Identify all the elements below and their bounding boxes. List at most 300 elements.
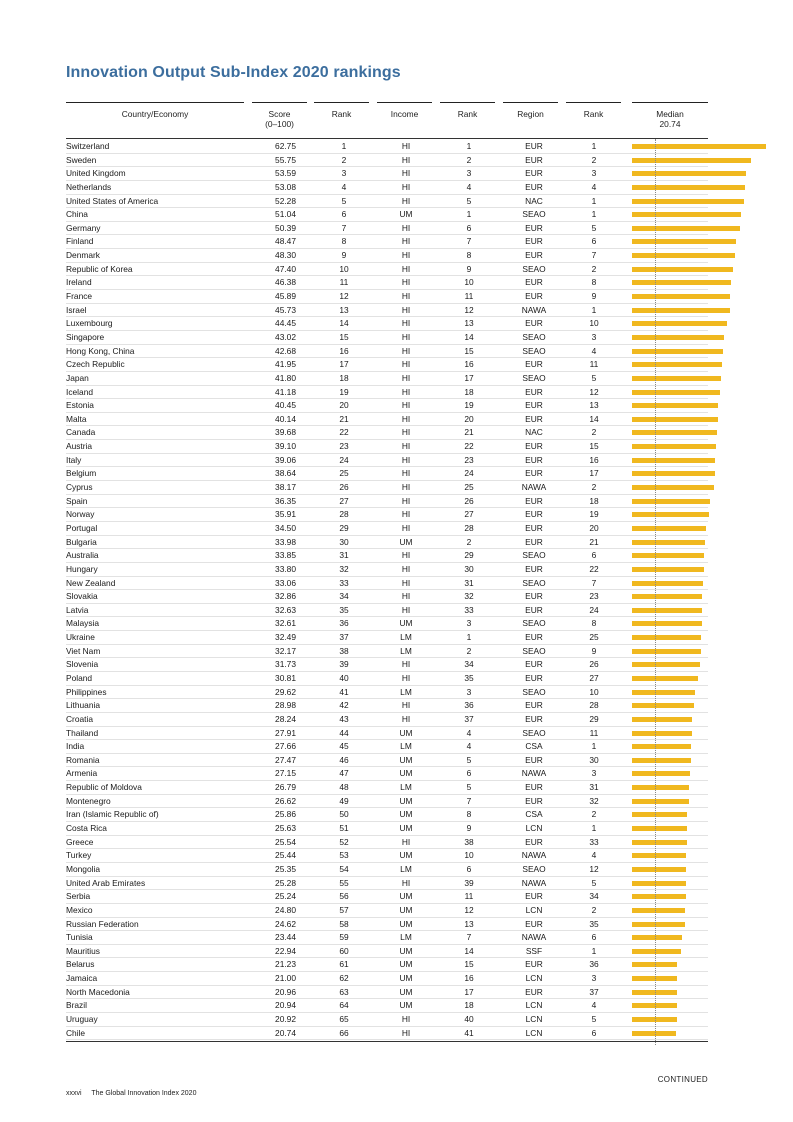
score-bar (632, 471, 715, 476)
cell-income-rank: 36 (464, 700, 474, 711)
cell-income-rank: 30 (464, 563, 474, 574)
cell-rank: 53 (339, 850, 349, 861)
cell-country: Hungary (66, 563, 98, 574)
score-bar (632, 239, 736, 244)
cell-income: LM (400, 632, 412, 643)
cell-rank: 16 (339, 345, 349, 356)
cell-country: Brazil (66, 1000, 87, 1011)
table-row (66, 454, 708, 468)
cell-region: SEAO (522, 331, 546, 342)
cell-region: EUR (525, 672, 543, 683)
cell-income-rank: 19 (464, 400, 474, 411)
cell-rank: 18 (339, 372, 349, 383)
cell-score: 21.00 (275, 973, 296, 984)
score-bar (632, 526, 706, 531)
cell-region-rank: 1 (591, 209, 597, 220)
cell-income-rank: 23 (464, 454, 474, 465)
cell-country: Mongolia (66, 863, 100, 874)
cell-country: Croatia (66, 713, 93, 724)
cell-income: UM (399, 209, 413, 220)
cell-country: Italy (66, 454, 82, 465)
cell-region-rank: 20 (589, 522, 599, 533)
cell-income: HI (401, 700, 411, 711)
table-row (66, 1027, 708, 1041)
cell-score: 32.49 (275, 632, 296, 643)
cell-income-rank: 41 (464, 1027, 474, 1038)
table-row (66, 304, 708, 318)
cell-rank: 23 (339, 441, 349, 452)
score-bar (632, 867, 686, 872)
cell-income: UM (399, 904, 413, 915)
table-row (66, 795, 708, 809)
col-header-country: Country/Economy (121, 109, 189, 119)
score-bar (632, 881, 686, 886)
cell-region: EUR (525, 795, 543, 806)
col-header-median-label: Median (656, 109, 684, 119)
cell-income-rank: 31 (464, 577, 474, 588)
cell-rank: 10 (339, 263, 349, 274)
table-row (66, 972, 708, 986)
cell-region: EUR (525, 413, 543, 424)
col-header-rank: Rank (331, 109, 352, 119)
cell-rank: 42 (339, 700, 349, 711)
cell-region: NAWA (521, 850, 547, 861)
cell-income: HI (401, 413, 411, 424)
cell-score: 33.98 (275, 536, 296, 547)
table-row (66, 849, 708, 863)
cell-income-rank: 4 (466, 727, 472, 738)
cell-income-rank: 6 (466, 768, 472, 779)
cell-region-rank: 28 (589, 700, 599, 711)
score-bar (632, 417, 718, 422)
cell-rank: 61 (339, 959, 349, 970)
cell-score: 25.63 (275, 823, 296, 834)
cell-rank: 1 (341, 141, 347, 151)
cell-country: Republic of Korea (66, 263, 133, 274)
cell-country: Philippines (66, 686, 107, 697)
cell-country: Chile (66, 1027, 86, 1038)
cell-rank: 24 (339, 454, 349, 465)
cell-income: HI (401, 659, 411, 670)
table-row (66, 890, 708, 904)
score-bar (632, 226, 740, 231)
score-bar (632, 731, 692, 736)
cell-income: HI (401, 359, 411, 370)
cell-income-rank: 18 (464, 386, 474, 397)
cell-region-rank: 9 (591, 645, 597, 656)
cell-country: Austria (66, 441, 93, 452)
cell-region: NAWA (521, 768, 547, 779)
cell-region: EUR (525, 782, 543, 793)
cell-score: 22.94 (275, 945, 296, 956)
cell-region: EUR (525, 468, 543, 479)
score-bar (632, 444, 716, 449)
cell-income-rank: 5 (466, 782, 472, 793)
table-row (66, 358, 708, 372)
cell-region: EUR (525, 918, 543, 929)
cell-income-rank: 3 (466, 686, 472, 697)
header-rule-country (66, 102, 244, 103)
cell-region-rank: 6 (591, 1027, 597, 1038)
cell-country: Montenegro (66, 795, 111, 806)
cell-income: HI (401, 400, 411, 411)
score-bar (632, 185, 745, 190)
table-row (66, 904, 708, 918)
cell-region: SEAO (522, 577, 546, 588)
table-row (66, 317, 708, 331)
cell-region-rank: 14 (589, 413, 599, 424)
cell-rank: 34 (339, 591, 349, 602)
table-row (66, 999, 708, 1013)
score-bar (632, 280, 731, 285)
score-bar (632, 799, 689, 804)
cell-country: Singapore (66, 331, 105, 342)
header-rule-rank (314, 102, 369, 103)
cell-region-rank: 2 (591, 427, 597, 438)
cell-country: Armenia (66, 768, 98, 779)
cell-country: Cyprus (66, 482, 93, 493)
cell-region-rank: 1 (591, 304, 597, 315)
cell-income: UM (399, 973, 413, 984)
cell-region: EUR (525, 713, 543, 724)
cell-rank: 57 (339, 904, 349, 915)
cell-region-rank: 26 (589, 659, 599, 670)
score-bar (632, 267, 733, 272)
table-row (66, 345, 708, 359)
cell-rank: 27 (339, 495, 349, 506)
cell-rank: 35 (339, 604, 349, 615)
cell-country: Mauritius (66, 945, 100, 956)
score-bar (632, 253, 735, 258)
cell-rank: 46 (339, 754, 349, 765)
cell-rank: 37 (339, 632, 349, 643)
cell-region: EUR (525, 386, 543, 397)
cell-score: 25.24 (275, 891, 296, 902)
table-row (66, 754, 708, 768)
cell-country: Thailand (66, 727, 99, 738)
cell-score: 20.94 (275, 1000, 296, 1011)
cell-income-rank: 10 (464, 277, 474, 288)
table-row (66, 372, 708, 386)
cell-rank: 21 (339, 413, 349, 424)
cell-country: Netherlands (66, 181, 112, 192)
cell-income: UM (399, 959, 413, 970)
cell-country: Serbia (66, 891, 91, 902)
cell-region: SEAO (522, 263, 546, 274)
cell-income: HI (401, 250, 411, 261)
cell-score: 45.73 (275, 304, 296, 315)
page-number: xxxvi (66, 1090, 82, 1097)
cell-region-rank: 23 (589, 591, 599, 602)
cell-score: 25.28 (275, 877, 296, 888)
cell-income: HI (401, 141, 411, 151)
cell-country: China (66, 209, 88, 220)
cell-income: HI (401, 468, 411, 479)
cell-region-rank: 2 (591, 482, 597, 493)
table-row (66, 290, 708, 304)
cell-income-rank: 18 (464, 1000, 474, 1011)
cell-region: SSF (525, 945, 543, 956)
cell-country: Ireland (66, 277, 92, 288)
cell-income-rank: 29 (464, 550, 474, 561)
cell-region-rank: 19 (589, 509, 599, 520)
table-row (66, 549, 708, 563)
table-row (66, 577, 708, 591)
header-rule-income-rank (440, 102, 495, 103)
cell-score: 25.54 (275, 836, 296, 847)
cell-income: LM (400, 741, 412, 752)
cell-income-rank: 17 (464, 372, 474, 383)
cell-region: EUR (525, 400, 543, 411)
cell-region: LCN (525, 1027, 543, 1038)
cell-score: 27.15 (275, 768, 296, 779)
cell-country: Sweden (66, 154, 97, 165)
cell-income: UM (399, 850, 413, 861)
cell-country: Jamaica (66, 973, 98, 984)
cell-region: EUR (525, 359, 543, 370)
table-row (66, 658, 708, 672)
cell-income-rank: 27 (464, 509, 474, 520)
cell-region-rank: 15 (589, 441, 599, 452)
cell-rank: 55 (339, 877, 349, 888)
cell-country: Turkey (66, 850, 92, 861)
cell-income: HI (401, 318, 411, 329)
cell-score: 33.80 (275, 563, 296, 574)
cell-region-rank: 2 (591, 904, 597, 915)
cell-income-rank: 34 (464, 659, 474, 670)
cell-score: 29.62 (275, 686, 296, 697)
table-row (66, 958, 708, 972)
score-bar (632, 567, 704, 572)
cell-income: HI (401, 509, 411, 520)
cell-country: Czech Republic (66, 359, 125, 370)
cell-income-rank: 40 (464, 1014, 474, 1024)
cell-region-rank: 6 (591, 932, 597, 943)
score-bar (632, 608, 702, 613)
cell-region-rank: 4 (591, 1000, 597, 1011)
cell-income-rank: 35 (464, 672, 474, 683)
cell-income-rank: 1 (466, 209, 472, 220)
cell-income-rank: 4 (466, 741, 472, 752)
table-row (66, 931, 708, 945)
cell-income: LM (400, 863, 412, 874)
cell-country: Canada (66, 427, 96, 438)
cell-region: EUR (525, 604, 543, 615)
cell-score: 36.35 (275, 495, 296, 506)
cell-income: HI (401, 277, 411, 288)
cell-rank: 9 (341, 250, 347, 261)
cell-region-rank: 8 (591, 618, 597, 629)
cell-country: Mexico (66, 904, 93, 915)
cell-region-rank: 3 (591, 331, 597, 342)
cell-income: HI (401, 1027, 411, 1038)
cell-region: SEAO (522, 345, 546, 356)
cell-region-rank: 7 (591, 577, 597, 588)
cell-country: United Kingdom (66, 168, 126, 179)
cell-income: HI (401, 441, 411, 452)
cell-region-rank: 29 (589, 713, 599, 724)
cell-income-rank: 12 (464, 304, 474, 315)
score-bar (632, 553, 704, 558)
cell-score: 35.91 (275, 509, 296, 520)
cell-region: CSA (525, 741, 543, 752)
cell-income: UM (399, 727, 413, 738)
cell-income: UM (399, 945, 413, 956)
cell-income: HI (401, 550, 411, 561)
table-row (66, 536, 708, 550)
cell-region: EUR (525, 700, 543, 711)
cell-country: Uruguay (66, 1014, 98, 1024)
score-bar (632, 935, 682, 940)
table-row (66, 699, 708, 713)
cell-rank: 63 (339, 986, 349, 997)
table-row (66, 386, 708, 400)
cell-country: France (66, 291, 93, 302)
table-row (66, 413, 708, 427)
cell-country: Germany (66, 222, 101, 233)
cell-rank: 32 (339, 563, 349, 574)
cell-income-rank: 25 (464, 482, 474, 493)
table-row (66, 331, 708, 345)
cell-rank: 65 (339, 1014, 349, 1024)
cell-region: EUR (525, 536, 543, 547)
cell-country: Malaysia (66, 618, 100, 629)
score-bar (632, 676, 698, 681)
cell-region: EUR (525, 250, 543, 261)
cell-rank: 4 (341, 181, 347, 192)
cell-income: HI (401, 372, 411, 383)
cell-rank: 3 (341, 168, 347, 179)
cell-region: NAWA (521, 304, 547, 315)
table-row (66, 522, 708, 536)
cell-country: United Arab Emirates (66, 877, 146, 888)
score-bar (632, 158, 751, 163)
col-header-region: Region (517, 109, 544, 119)
cell-income: HI (401, 495, 411, 506)
cell-country: Viet Nam (66, 645, 101, 656)
cell-income: HI (401, 1014, 411, 1024)
score-bar (632, 840, 687, 845)
cell-country: Finland (66, 236, 94, 247)
cell-region-rank: 1 (591, 945, 597, 956)
cell-income-rank: 22 (464, 441, 474, 452)
score-bar (632, 144, 766, 149)
table-row (66, 222, 708, 236)
cell-income: HI (401, 263, 411, 274)
score-bar (632, 717, 692, 722)
cell-region-rank: 5 (591, 877, 597, 888)
table-row (66, 208, 708, 222)
cell-country: Portugal (66, 522, 98, 533)
cell-country: Slovakia (66, 591, 98, 602)
cell-region: CSA (525, 809, 543, 820)
cell-region: EUR (525, 236, 543, 247)
table-row (66, 563, 708, 577)
page-title: Innovation Output Sub-Index 2020 rankings (66, 64, 401, 81)
table-row (66, 235, 708, 249)
header-rule-region-rank (566, 102, 621, 103)
cell-income: LM (400, 932, 412, 943)
cell-income: UM (399, 986, 413, 997)
cell-region-rank: 10 (589, 318, 599, 329)
cell-region: SEAO (522, 372, 546, 383)
cell-rank: 50 (339, 809, 349, 820)
cell-rank: 15 (339, 331, 349, 342)
cell-region: EUR (525, 181, 543, 192)
score-bar (632, 171, 746, 176)
cell-score: 40.45 (275, 400, 296, 411)
table-row (66, 877, 708, 891)
cell-income: LM (400, 686, 412, 697)
cell-region-rank: 34 (589, 891, 599, 902)
table-row (66, 467, 708, 481)
score-bar (632, 321, 727, 326)
cell-region: EUR (525, 454, 543, 465)
cell-income: HI (401, 386, 411, 397)
table-row (66, 440, 708, 454)
table-row (66, 167, 708, 181)
cell-country: Hong Kong, China (66, 345, 135, 356)
table-row (66, 631, 708, 645)
cell-region: NAWA (521, 482, 547, 493)
cell-region: EUR (525, 632, 543, 643)
cell-income-rank: 13 (464, 318, 474, 329)
score-bar (632, 458, 715, 463)
cell-region: EUR (525, 168, 543, 179)
cell-income-rank: 9 (466, 823, 472, 834)
cell-income-rank: 8 (466, 250, 472, 261)
cell-score: 32.61 (275, 618, 296, 629)
median-reference-line (655, 139, 656, 1045)
cell-score: 48.30 (275, 250, 296, 261)
cell-rank: 54 (339, 863, 349, 874)
cell-income-rank: 11 (464, 291, 474, 302)
cell-income-rank: 16 (464, 973, 474, 984)
cell-rank: 33 (339, 577, 349, 588)
col-header-income-rank: Rank (457, 109, 478, 119)
cell-income: HI (401, 154, 411, 165)
cell-score: 55.75 (275, 154, 296, 165)
cell-score: 39.10 (275, 441, 296, 452)
cell-rank: 25 (339, 468, 349, 479)
cell-region-rank: 9 (591, 291, 597, 302)
cell-score: 33.85 (275, 550, 296, 561)
score-bar (632, 826, 687, 831)
score-bar (632, 362, 722, 367)
score-bar (632, 199, 744, 204)
cell-income: UM (399, 1000, 413, 1011)
cell-country: Luxembourg (66, 318, 113, 329)
cell-score: 23.44 (275, 932, 296, 943)
cell-region: EUR (525, 986, 543, 997)
cell-income: LM (400, 645, 412, 656)
table-row (66, 195, 708, 209)
cell-region: EUR (525, 495, 543, 506)
cell-rank: 47 (339, 768, 349, 779)
cell-region-rank: 25 (589, 632, 599, 643)
cell-region-rank: 33 (589, 836, 599, 847)
table-row (66, 781, 708, 795)
cell-income-rank: 14 (464, 331, 474, 342)
cell-score: 41.18 (275, 386, 296, 397)
cell-region-rank: 11 (589, 727, 599, 738)
cell-region: LCN (525, 904, 543, 915)
cell-country: Japan (66, 372, 89, 383)
cell-region-rank: 1 (591, 141, 597, 151)
cell-region-rank: 4 (591, 850, 597, 861)
cell-score: 38.64 (275, 468, 296, 479)
cell-region: EUR (525, 891, 543, 902)
